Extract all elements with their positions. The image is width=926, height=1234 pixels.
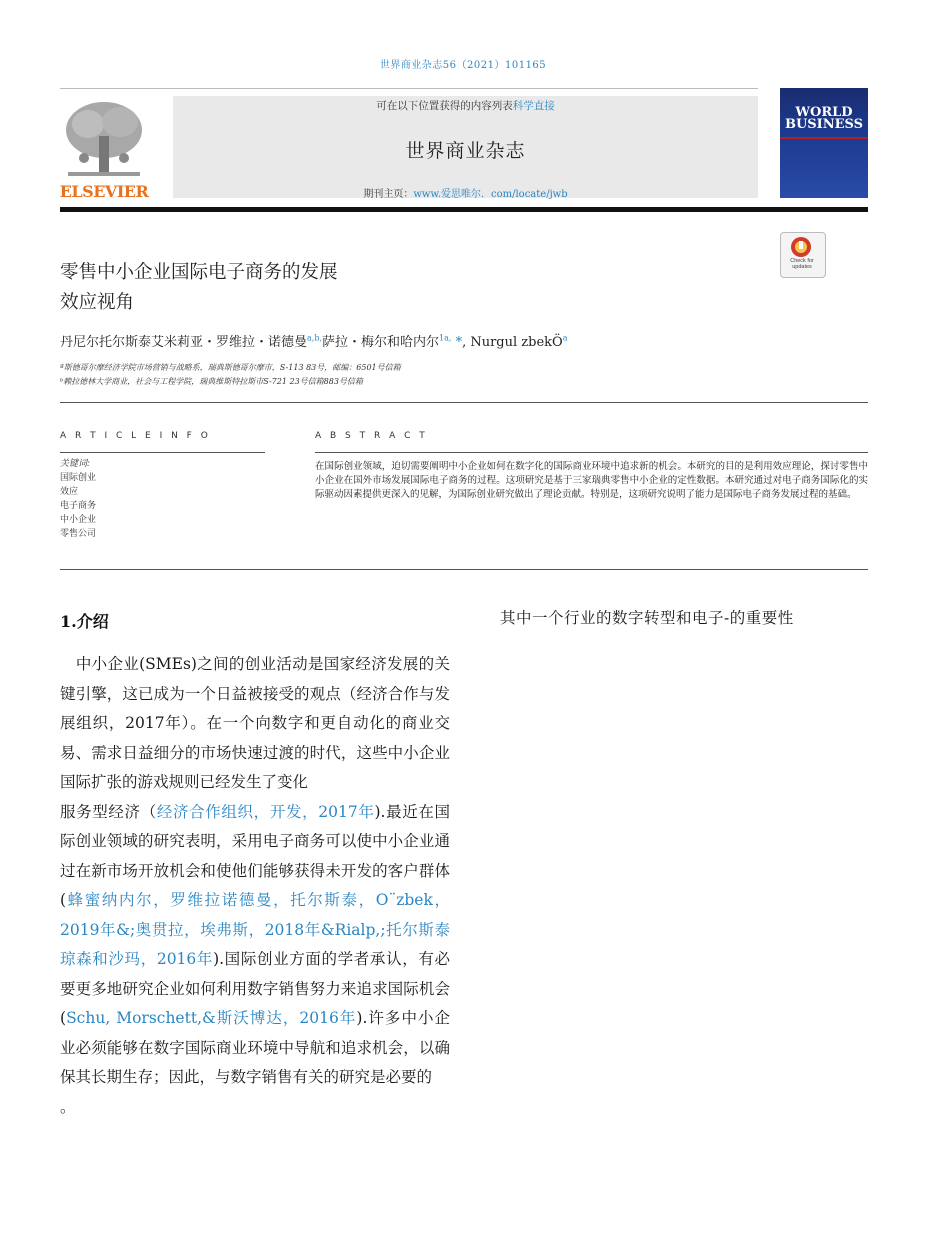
divider [60, 569, 868, 570]
corresponding-author-mark[interactable]: * [455, 335, 463, 350]
check-updates-icon [788, 236, 814, 258]
author-group-3: , Nurgul zbek [462, 335, 553, 350]
check-updates-label: Check for updates [790, 258, 814, 270]
citation-link[interactable]: Schu, Morschett,&斯沃博达，2016年 [66, 1009, 357, 1027]
paragraph-2-part-a: 服务型经济（ [60, 802, 157, 821]
keyword-item: 零售公司 [60, 529, 97, 539]
homepage-link[interactable]: www.爱思唯尔．com/locate/jwb [413, 189, 568, 200]
affiliation-a: ª斯德哥尔摩经济学院市场营销与战略系，瑞典斯德哥尔摩市，S-113 83号，邮编：6501号信箱 [60, 363, 401, 372]
author-list [60, 331, 868, 350]
homepage-prefix: 期刊主页： [363, 189, 414, 200]
abstract-text: 在国际创业领域，迫切需要阐明中小企业如何在数字化的国际商业环境中追求新的机会。本研究的目的是利用效应理论，探讨零售中小企业在国外市场发展国际电子商务的过程。这项研究是基于三家瑞典零售中小企业的定性数据。本研究通过对电子商务国际化的实际驱动因素提供更深入的见解，为国际创业研究做出了理论贡献。特别是，这项研究说明了能力是国际电子商务发展过程的基础。 [315, 461, 868, 500]
sciencedirect-link[interactable]: 科学直接 [512, 100, 555, 112]
paragraph [60, 798, 450, 1123]
article-title-line1: 零售中小企业国际电子商务的发展 [60, 262, 338, 283]
elsevier-wordmark: ELSEVIER [59, 182, 149, 201]
author-group-2: 萨拉・梅尔和哈内尔 [322, 335, 440, 350]
journal-title: 世界商业杂志 [405, 140, 526, 162]
paragraph-2-part-c: ).国际创业方面的学者承认，有必要更多地研究企业如何利用数字销售努力来追求国际机会( [60, 950, 450, 1027]
author-affil-mark-2[interactable]: 1a, [439, 333, 452, 343]
author-group-1: 丹尼尔托尔斯泰艾米莉亚・罗维拉・诺德曼 [60, 335, 308, 350]
cover-band [780, 137, 868, 139]
author-affil-mark-3[interactable]: a [562, 333, 568, 343]
divider [60, 402, 868, 403]
section-heading: 1.介绍 [60, 612, 109, 631]
right-column-text: 其中一个行业的数字转型和电子-的重要性 [500, 609, 794, 627]
paragraph-2-part-b: ).最近在国际创业领域的研究表明，采用电子商务可以使中小企业通过在新市场开放机会和使他们能够获得未开发的客户群体( [60, 802, 450, 909]
paragraph [60, 650, 450, 798]
contents-prefix: 可在以下位置获得的内容列表 [376, 100, 513, 112]
abstract-heading: A B S T R A C T [315, 431, 428, 441]
keyword-item: 国际创业 [60, 473, 97, 483]
paragraph-1-text: 中小企业(SMEs)之间的创业活动是国家经济发展的关键引擎，这已成为一个日益被接受的观点（经济合作与发展组织，2017年）。在一个向数字和更自动化的商业交易、需求日益细分的市场快速过渡的时代，这些中小企业国际扩张的游戏规则已经发生了变化 [60, 655, 450, 791]
affiliation-b: ᵇ赖拉德林大学商业，社会与工程学院，瑞典维斯特拉斯市S-721 23号信箱883号信箱 [60, 377, 363, 386]
article-info-heading: A R T I C L E I N F O [60, 431, 211, 441]
header-thick-rule [60, 207, 868, 212]
paragraph-2-part-d: ).许多中小企业必须能够在数字国际商业环境中导航和追求机会，以确保其长期生存；因此，与数字销售有关的研究是必要的 [60, 1009, 450, 1086]
cover-title: WORLD BUSINESS [784, 105, 864, 132]
author-affil-mark-1[interactable]: a,b, [307, 333, 322, 343]
paragraph-2-part-e: 。 [60, 1097, 76, 1116]
citation-link[interactable]: 经济合作组织，开发，2017年 [156, 802, 375, 821]
keyword-item: 效应 [60, 487, 79, 497]
article-title [60, 258, 660, 318]
article-info-rule [60, 452, 265, 453]
body-text-left-column [60, 650, 450, 1122]
keywords-label: 关键词: [60, 459, 91, 469]
contents-availability-line [173, 98, 758, 113]
journal-homepage-line [173, 185, 758, 200]
keyword-item: 电子商务 [60, 501, 97, 511]
article-title-line2: 效应视角 [60, 292, 135, 313]
journal-reference[interactable]: 世界商业杂志56（2021）101165 [379, 60, 547, 71]
keywords-list [60, 457, 96, 541]
abstract-rule [315, 452, 868, 453]
keyword-item: 中小企业 [60, 515, 97, 525]
citation-link[interactable]: 蜂蜜纳内尔，罗维拉诺德曼，托尔斯泰，O¨zbek，2019年&;奥贯拉，埃弗斯，2018年&Rialp,;托尔斯泰琼森和沙玛，2016年 [60, 891, 450, 968]
author-o-char: Ö [552, 335, 563, 350]
header-top-rule [60, 88, 758, 89]
